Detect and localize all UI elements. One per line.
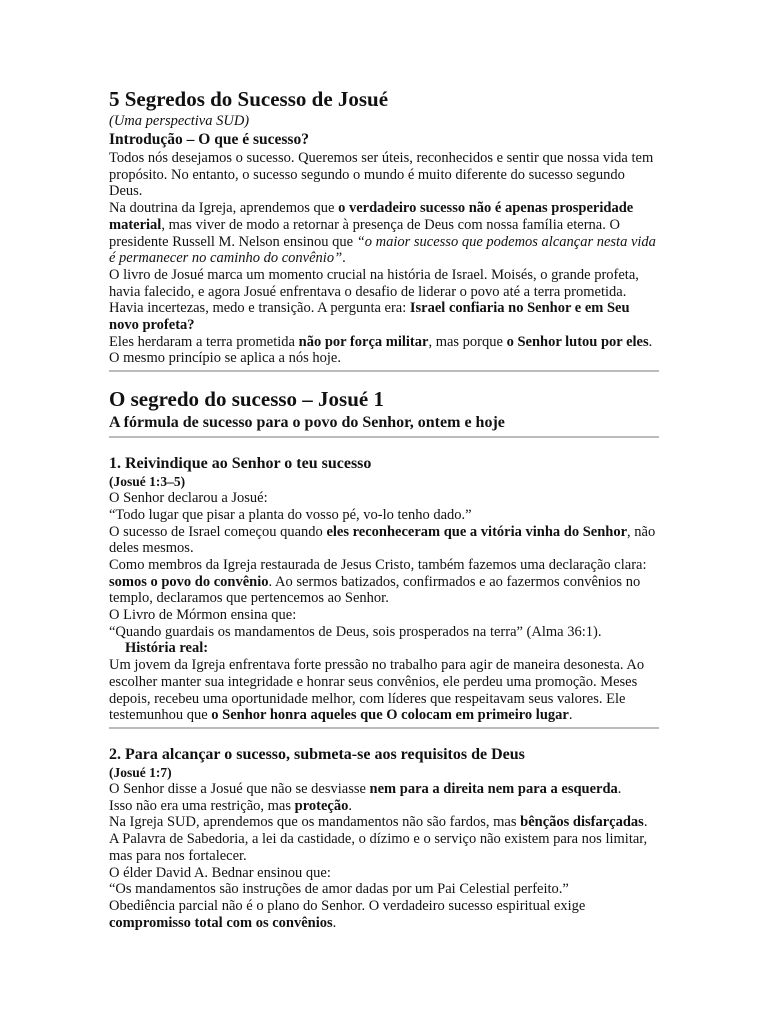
divider	[109, 370, 659, 372]
point-2-quote: “Os mandamentos são instruções de amor dadas por um Pai Celestial perfeito.”	[109, 881, 569, 898]
intro-paragraph-4	[109, 334, 659, 367]
point-2-l3-text-a: Na Igreja SUD, aprendemos que os mandamentos não são fardos, mas	[109, 814, 521, 831]
point-2-l2-emphasis: proteção	[294, 797, 349, 814]
point-1-heading: 1. Reivindique ao Senhor o teu sucesso	[109, 455, 372, 473]
section-heading: O segredo do sucesso – Josué 1	[109, 387, 384, 412]
point-2-line-2	[109, 798, 659, 815]
point-2-line-6	[109, 898, 659, 931]
point-2-l1-text-a: O Senhor disse a Josué que não se desviasse	[109, 780, 370, 797]
document-body	[109, 86, 659, 931]
point-1-l3-emphasis: eles reconheceram que a vitória vinha do Senhor	[326, 523, 628, 540]
divider	[109, 436, 659, 438]
point-1-l4-text-a: Como membros da Igreja restaurada de Jesus Cristo, também fazemos uma declaração clara:	[109, 556, 647, 573]
intro-p4-text-b: , mas porque	[428, 333, 507, 350]
point-2-l3-text-b: . A Palavra de Sabedoria, a lei da castidade, o dízimo e o serviço não existem para nos limitar, mas para nos fortalecer.	[109, 814, 648, 864]
story-text-b: .	[568, 707, 573, 724]
point-1-line-4	[109, 557, 659, 607]
point-2-reference: (Josué 1:7)	[109, 764, 172, 780]
point-2-line-4: O élder David A. Bednar ensinou que:	[109, 864, 331, 881]
point-1-l4-emphasis: somos o povo do convênio	[109, 573, 269, 590]
intro-p2-emphasis: o verdadeiro sucesso não é apenas prosperidade material	[109, 200, 634, 233]
intro-p2-text-c: .	[342, 250, 346, 267]
point-2-l6-text-a: Obediência parcial não é o plano do Senhor. O verdadeiro sucesso espiritual exige	[109, 897, 586, 914]
point-2-l6-text-b: .	[332, 914, 337, 931]
intro-p3-question: Israel confiaria no Senhor e em Seu novo profeta?	[109, 300, 630, 334]
point-1-l3-text-b: , não deles mesmos.	[109, 523, 656, 557]
point-2-l6-emphasis: compromisso total com os convênios	[109, 914, 333, 931]
intro-p2-text-b: , mas viver de modo a retornar à presença de Deus com nossa família eterna. O presidente Russell M. Nelson ensinou que	[109, 216, 620, 250]
intro-p2-quote: “o maior sucesso que podemos alcançar nesta vida é permanecer no caminho do convênio”	[109, 233, 656, 267]
intro-p4-text-a: Eles herdaram a terra prometida	[109, 333, 299, 350]
intro-paragraph-1: Todos nós desejamos o sucesso. Queremos ser úteis, reconhecidos e sentir que nossa vida tem propósito. No entanto, o sucesso segundo o mundo é muito diferente do sucesso segundo Deus.	[109, 150, 654, 200]
intro-p4-emphasis-2: o Senhor lutou por eles	[506, 333, 649, 350]
story-paragraph	[109, 657, 659, 724]
point-1-l3-text-a: O sucesso de Israel começou quando	[109, 523, 327, 540]
intro-heading: Introdução – O que é sucesso?	[109, 131, 309, 148]
point-2-l2-text-a: Isso não era uma restrição, mas	[109, 797, 295, 814]
story-emphasis: o Senhor honra aqueles que O colocam em primeiro lugar	[211, 707, 569, 724]
point-1-l4-text-b: . Ao sermos batizados, confirmados e ao fazermos convênios no templo, declaramos que pertencemos ao Senhor.	[109, 573, 641, 607]
point-1-line-3	[109, 524, 659, 557]
divider	[109, 727, 659, 729]
section-subheading: A fórmula de sucesso para o povo do Senhor, ontem e hoje	[109, 414, 505, 432]
point-2-line-3	[109, 814, 659, 864]
intro-paragraph-3	[109, 267, 659, 334]
document-title: 5 Segredos do Sucesso de Josué	[109, 87, 389, 111]
point-1-line-5: O Livro de Mórmon ensina que:	[109, 607, 297, 624]
point-2-line-1	[109, 781, 659, 798]
point-2-l1-emphasis: nem para a direita nem para a esquerda	[369, 780, 618, 797]
intro-p4-emphasis-1: não por força militar	[298, 333, 429, 350]
point-2-l1-text-b: .	[617, 780, 622, 797]
intro-paragraph-2	[109, 200, 659, 267]
intro-p2-text-a: Na doutrina da Igreja, aprendemos que	[109, 200, 339, 217]
intro-p3-text-a: O livro de Josué marca um momento crucial na história de Israel. Moisés, o grande profeta, havia falecido, e agora Josué enfrentava o desafio de liderar o povo até a terra prometida. Havia incertezas, medo e transição. A pergunta era:	[109, 266, 639, 317]
point-2-l2-text-b: .	[348, 797, 352, 814]
point-2-heading: 2. Para alcançar o sucesso, submeta-se aos requisitos de Deus	[109, 745, 525, 763]
point-1-quote: “Todo lugar que pisar a planta do vosso pé, vo-lo tenho dado.”	[109, 506, 472, 523]
point-1-line-1: O Senhor declarou a Josué:	[109, 490, 268, 507]
point-1-reference: (Josué 1:3–5)	[109, 474, 186, 490]
point-2-l3-emphasis: bênçãos disfarçadas	[520, 814, 644, 831]
document-subtitle: (Uma perspectiva SUD)	[109, 113, 250, 129]
story-label: História real:	[125, 640, 209, 657]
point-1-scripture-quote: “Quando guardais os mandamentos de Deus, sois prosperados na terra” (Alma 36:1).	[109, 623, 602, 640]
story-text-a: Um jovem da Igreja enfrentava forte pressão no trabalho para agir de maneira desonesta. Ao escolher manter sua integridade e honrar seus convênios, ele perdeu uma promoção. Meses depois, recebeu uma oportunidade melhor, com líderes que respeitavam seus valores. Ele testemunhou que	[109, 657, 645, 724]
intro-p4-text-c: . O mesmo princípio se aplica a nós hoje.	[109, 333, 653, 367]
